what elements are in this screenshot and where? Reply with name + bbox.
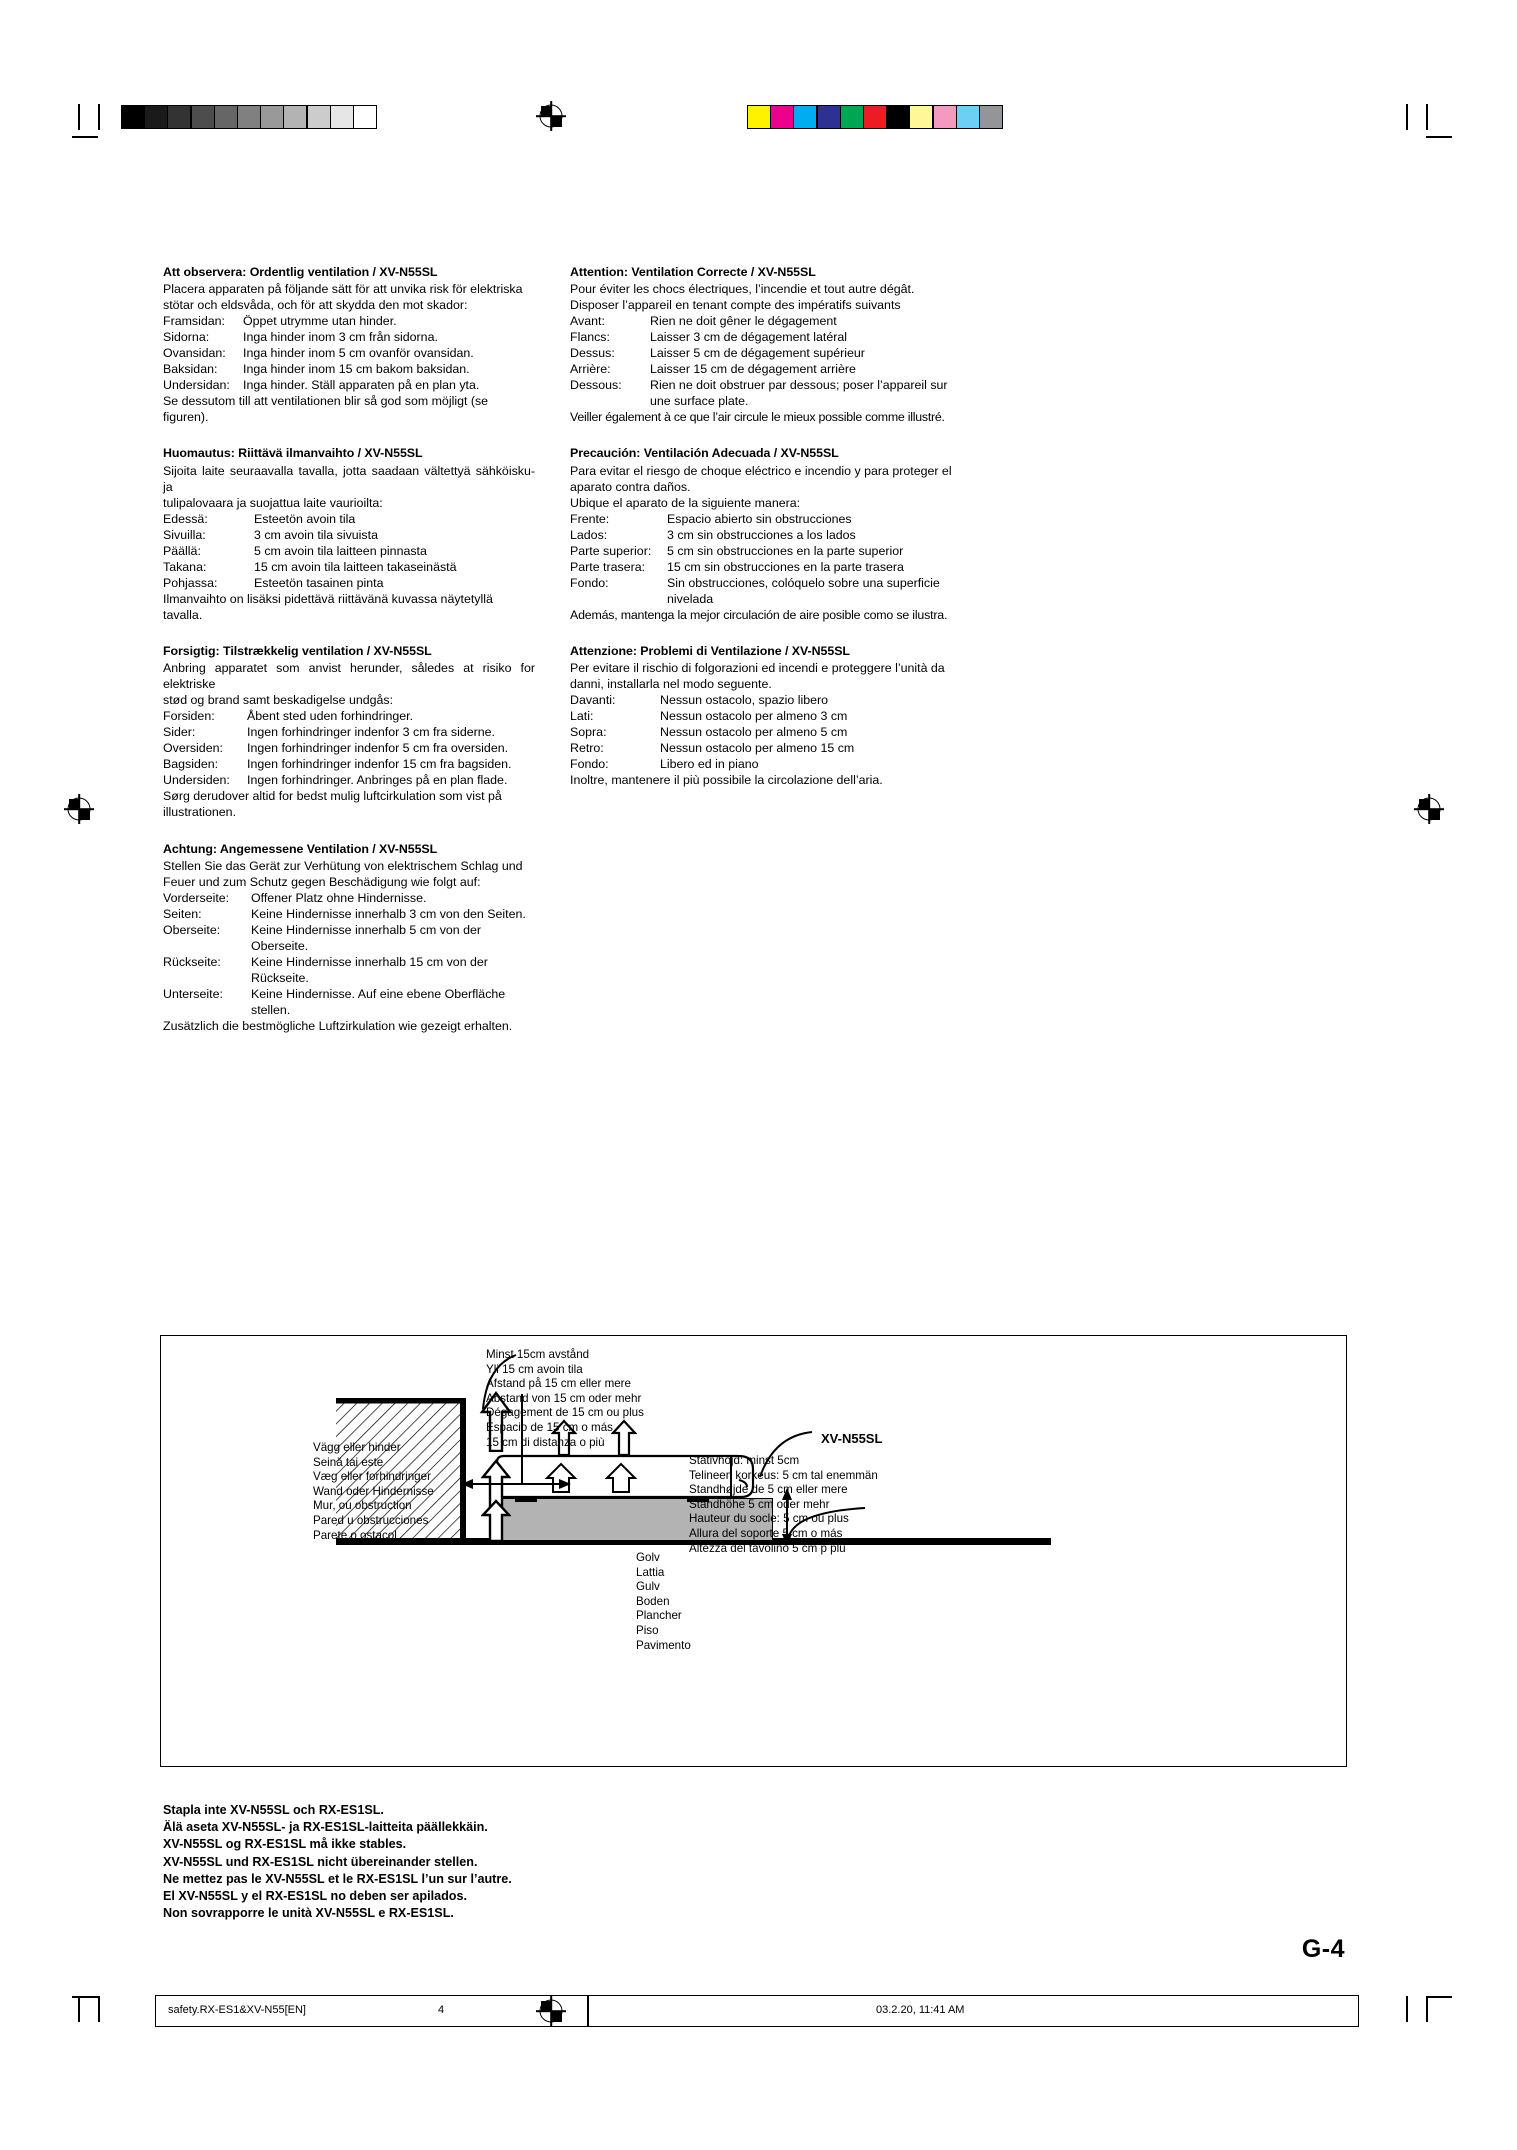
spec-label: Dessous: — [570, 378, 622, 393]
label-line: Plancher — [636, 1609, 682, 1623]
spec-label: Retro: — [570, 741, 604, 756]
spec-row — [163, 329, 535, 345]
spec-value: Keine Hindernisse innerhalb 5 cm von der Oberseite. — [251, 922, 482, 953]
section-intro-line: stötar och eldsvåda, och för att skydda den mot skador: — [163, 298, 468, 313]
spec-row — [163, 954, 535, 986]
spec-label: Bagsiden: — [163, 757, 219, 772]
spec-label: Flancs: — [570, 330, 610, 345]
calibration-swatch — [283, 105, 307, 129]
spec-row — [163, 740, 535, 756]
label-line: Dégagement de 15 cm ou plus — [486, 1406, 644, 1420]
warning-line: Ne mettez pas le XV-N55SL et le RX-ES1SL l’un sur l’autre. — [163, 1871, 512, 1886]
warning-line: Non sovrapporre le unità XV-N55SL e RX-ES1SL. — [163, 1906, 454, 1921]
spec-row — [570, 527, 954, 543]
spec-label: Fondo: — [570, 575, 609, 590]
label-wall — [313, 1441, 434, 1543]
spec-row — [163, 890, 535, 906]
section-heading: Precaución: Ventilación Adecuada / XV-N55SL — [570, 446, 839, 461]
spec-row — [163, 906, 535, 922]
label-line: Væg eller forhindringer — [313, 1470, 431, 1484]
section-intro-line: aparato contra daños. — [570, 479, 691, 494]
section-intro-line: Stellen Sie das Gerät zur Verhütung von elektrischem Schlag und — [163, 858, 523, 873]
warning-line: Älä aseta XV-N55SL- ja RX-ES1SL-laitteita päällekkäin. — [163, 1820, 488, 1835]
section-german — [163, 841, 535, 1035]
section-intro-line: Sijoita laite seuraavalla tavalla, jotta saadaan vältettyä sähköisku- ja — [163, 463, 535, 494]
warning-line: XV-N55SL und RX-ES1SL nicht übereinander stellen. — [163, 1854, 478, 1869]
label-line: Standhöhe 5 cm oder mehr — [689, 1497, 830, 1511]
spec-label: Frente: — [570, 511, 610, 526]
spec-value: Laisser 5 cm de dégagement supérieur — [650, 346, 865, 361]
label-line: Pared u obstrucciones — [313, 1513, 429, 1527]
section-intro-line: Disposer l’appareil en tenant compte des impératifs suivants — [570, 298, 901, 313]
spec-row — [570, 575, 954, 591]
section-heading: Achtung: Angemessene Ventilation / XV-N55SL — [163, 841, 438, 856]
spec-value: Inga hinder inom 3 cm från sidorna. — [243, 330, 438, 345]
label-line: Mur, ou obstruction — [313, 1499, 412, 1513]
calibration-swatch — [237, 105, 261, 129]
rear-clearance-arrow — [461, 1476, 571, 1492]
airflow-arrow-lower — [481, 1498, 511, 1542]
spec-value: Keine Hindernisse. Auf eine ebene Oberfläche stellen. — [251, 986, 506, 1017]
calibration-swatch — [886, 105, 910, 129]
spec-row — [570, 724, 954, 740]
print-footer — [0, 1995, 1517, 2029]
section-intro-line: stød og brand samt beskadigelse undgås: — [163, 693, 394, 708]
label-line: Espacio de 15 cm o más — [486, 1420, 613, 1434]
spec-row — [163, 724, 535, 740]
spec-value: Nessun ostacolo per almeno 15 cm — [660, 741, 855, 756]
spec-row — [163, 986, 535, 1018]
spec-row-continuation — [570, 393, 954, 409]
section-finnish — [163, 445, 535, 623]
right-text-column — [570, 264, 954, 788]
spec-label: Dessus: — [570, 346, 615, 361]
spec-value: Åbent sted uden forhindringer. — [247, 709, 414, 724]
spec-row — [163, 313, 535, 329]
footer-box-right — [587, 1995, 1359, 2027]
section-outro-line: Inoltre, mantenere il più possibile la circolazione dell’aria. — [570, 773, 883, 788]
spec-row — [163, 345, 535, 361]
calibration-swatch — [933, 105, 957, 129]
stacking-warning-list — [163, 1802, 512, 1922]
calibration-swatch — [330, 105, 354, 129]
calibration-swatch — [840, 105, 864, 129]
spec-value: Öppet utrymme utan hinder. — [243, 314, 397, 329]
footer-timestamp: 03.2.20, 11:41 AM — [876, 2004, 965, 2016]
spec-row — [570, 345, 954, 361]
calibration-swatch — [747, 105, 771, 129]
section-intro-line: Ubique el aparato de la siguiente manera: — [570, 495, 801, 510]
crop-mark-top-right — [1398, 104, 1444, 144]
spec-label: Oberseite: — [163, 922, 221, 937]
section-intro-line: Per evitare il rischio di folgorazioni ed incendi e proteggere l’unità da — [570, 661, 945, 676]
label-line: Afstand på 15 cm eller mere — [486, 1377, 631, 1391]
grayscale-calibration-bar — [121, 105, 376, 129]
spec-value: Ingen forhindringer indenfor 3 cm fra siderne. — [247, 725, 495, 740]
label-line: Stativhöjd: minst 5cm — [689, 1454, 800, 1467]
spec-value: Nessun ostacolo per almeno 5 cm — [660, 725, 848, 740]
section-intro-line: Para evitar el riesgo de choque eléctrico e incendio y para proteger el — [570, 463, 952, 478]
calibration-swatch — [817, 105, 841, 129]
spec-label: Päällä: — [163, 543, 201, 558]
label-line: Telineen korkeus: 5 cm tal enemmän — [689, 1468, 878, 1482]
spec-row — [570, 361, 954, 377]
calibration-swatch — [353, 105, 377, 129]
spec-value: Sin obstrucciones, colóquelo sobre una superficie — [667, 575, 940, 590]
section-outro-line: Se dessutom till att ventilationen blir så god som möjligt (se figuren). — [163, 394, 489, 425]
calibration-swatch — [307, 105, 331, 129]
warning-line: Stapla inte XV-N55SL och RX-ES1SL. — [163, 1803, 384, 1817]
footer-filename: safety.RX-ES1&XV-N55[EN] — [168, 2004, 306, 2016]
spec-value-continued: une surface plate. — [650, 394, 749, 409]
calibration-swatch — [909, 105, 933, 129]
spec-row — [163, 377, 535, 393]
spec-value: 5 cm sin obstrucciones en la parte superior — [667, 543, 904, 558]
spec-label: Framsidan: — [163, 314, 225, 329]
section-heading: Forsigtig: Tilstrækkelig ventilation / XV-N55SL — [163, 643, 432, 658]
left-text-column — [163, 264, 535, 1034]
spec-label: Avant: — [570, 314, 605, 329]
spec-row — [570, 756, 954, 772]
installation-diagram — [160, 1335, 1347, 1767]
spec-value: Nessun ostacolo per almeno 3 cm — [660, 709, 848, 724]
registration-mark-right — [1414, 794, 1444, 824]
section-heading: Att observera: Ordentlig ventilation / XV-N55SL — [163, 265, 438, 279]
calibration-swatch — [121, 105, 145, 129]
spec-row — [570, 313, 954, 329]
spec-row — [163, 922, 535, 954]
label-line: Seinä tai este — [313, 1455, 384, 1469]
spec-row — [163, 559, 535, 575]
spec-row — [163, 575, 535, 591]
registration-mark-left — [64, 794, 94, 824]
label-line: 15 cm di distanza o più — [486, 1435, 605, 1449]
label-floor — [636, 1551, 691, 1653]
registration-mark-top — [536, 101, 566, 131]
spec-row — [570, 692, 954, 708]
spec-row — [163, 511, 535, 527]
spec-label: Rückseite: — [163, 954, 221, 969]
section-intro-line: Feuer und zum Schutz gegen Beschädigung wie folgt auf: — [163, 874, 481, 889]
section-intro-line: danni, installarla nel modo seguente. — [570, 677, 772, 692]
spec-value: Laisser 15 cm de dégagement arrière — [650, 362, 856, 377]
spec-label: Fondo: — [570, 757, 609, 772]
spec-label: Arrière: — [570, 362, 611, 377]
spec-row — [570, 511, 954, 527]
spec-row — [570, 708, 954, 724]
color-calibration-bar — [747, 105, 1002, 129]
spec-value: Ingen forhindringer indenfor 15 cm fra bagsiden. — [247, 757, 512, 772]
spec-label: Seiten: — [163, 906, 202, 921]
section-outro-line: Sørg derudover altid for bedst mulig luftcirkulation som vist på — [163, 789, 502, 804]
label-line: Vägg eller hinder — [313, 1441, 401, 1454]
spec-row — [570, 740, 954, 756]
label-line: Boden — [636, 1594, 670, 1608]
spec-value: Inga hinder. Ställ apparaten på en plan yta. — [243, 378, 480, 393]
section-french — [570, 264, 954, 425]
spec-value: 5 cm avoin tila laitteen pinnasta — [254, 543, 427, 558]
label-line: Hauteur du socle: 5 cm ou plus — [689, 1512, 849, 1526]
label-line: Parete o ostacol — [313, 1528, 397, 1542]
calibration-swatch — [144, 105, 168, 129]
spec-label: Forsiden: — [163, 709, 215, 724]
spec-label: Unterseite: — [163, 986, 223, 1001]
calibration-swatch — [793, 105, 817, 129]
label-line: Pavimento — [636, 1638, 691, 1652]
spec-value: Keine Hindernisse innerhalb 15 cm von der Rückseite. — [251, 954, 488, 985]
spec-label: Sider: — [163, 725, 196, 740]
spec-row — [570, 543, 954, 559]
spec-label: Baksidan: — [163, 362, 218, 377]
section-swedish — [163, 264, 535, 425]
spec-value: Ingen forhindringer indenfor 5 cm fra oversiden. — [247, 741, 509, 756]
spec-value-continued: nivelada — [667, 591, 714, 606]
label-line: Yli 15 cm avoin tila — [486, 1362, 583, 1376]
spec-value: Esteetön avoin tila — [254, 511, 356, 526]
label-line: Allura del soporte 5 cm o más — [689, 1526, 843, 1540]
calibration-swatch — [191, 105, 215, 129]
label-line: Lattia — [636, 1565, 665, 1579]
spec-label: Lati: — [570, 709, 594, 724]
spec-label: Parte superior: — [570, 543, 652, 558]
warning-line: El XV-N55SL y el RX-ES1SL no deben ser apilados. — [163, 1889, 467, 1904]
spec-value: 3 cm sin obstrucciones a los lados — [667, 527, 856, 542]
section-intro-line: tulipalovaara ja suojattua laite vaurioilta: — [163, 495, 383, 510]
spec-row-continuation — [570, 591, 954, 607]
section-outro-line: Ilmanvaihto on lisäksi pidettävä riittävänä kuvassa näytetyllä tavalla. — [163, 591, 493, 622]
spec-value: Espacio abierto sin obstrucciones — [667, 511, 852, 526]
spec-value: Inga hinder inom 15 cm bakom baksidan. — [243, 362, 470, 377]
spec-label: Sivuilla: — [163, 527, 206, 542]
spec-value: Nessun ostacolo, spazio libero — [660, 693, 829, 708]
section-outro-line: illustrationen. — [163, 805, 237, 820]
spec-value: 15 cm avoin tila laitteen takaseinästä — [254, 559, 457, 574]
section-spanish — [570, 445, 954, 623]
spec-label: Takana: — [163, 559, 207, 574]
label-line: Wand oder Hindernisse — [313, 1484, 434, 1498]
spec-row — [163, 527, 535, 543]
label-line: Piso — [636, 1623, 659, 1637]
calibration-swatch — [260, 105, 284, 129]
spec-label: Ovansidan: — [163, 346, 226, 361]
spec-label: Oversiden: — [163, 741, 223, 756]
section-intro-line: Anbring apparatet som anvist herunder, således at risiko for elektriske — [163, 661, 535, 692]
section-outro-line: Veiller également à ce que l’air circule le mieux possible comme illustré. — [570, 410, 945, 425]
spec-row — [163, 361, 535, 377]
label-stand-height — [689, 1454, 878, 1556]
spec-row — [163, 543, 535, 559]
spec-value: Inga hinder inom 5 cm ovanför ovansidan. — [243, 346, 474, 361]
crop-mark-top-left — [72, 104, 112, 144]
spec-value: 3 cm avoin tila sivuista — [254, 527, 378, 542]
spec-value: Ingen forhindringer. Anbringes på en plan flade. — [247, 773, 508, 788]
calibration-swatch — [863, 105, 887, 129]
spec-label: Vorderseite: — [163, 890, 230, 905]
spec-value: Rien ne doit obstruer par dessous; poser l’appareil sur — [650, 378, 948, 393]
warning-line: XV-N55SL og RX-ES1SL må ikke stables. — [163, 1837, 407, 1852]
spec-value: Rien ne doit gêner le dégagement — [650, 314, 837, 329]
spec-value: Laisser 3 cm de dégagement latéral — [650, 330, 847, 345]
section-intro-line: Placera apparaten på följande sätt för att unvika risk för elektriska — [163, 282, 523, 297]
spec-value: Keine Hindernisse innerhalb 3 cm von den Seiten. — [251, 906, 526, 921]
spec-value: Offener Platz ohne Hindernisse. — [251, 890, 427, 905]
section-outro-line: Zusätzlich die bestmögliche Luftzirkulation wie gezeigt erhalten. — [163, 1019, 513, 1034]
section-danish — [163, 643, 535, 821]
label-model-name: XV-N55SL — [821, 1431, 883, 1446]
spec-label: Parte trasera: — [570, 559, 646, 574]
spec-value: Esteetön tasainen pinta — [254, 575, 384, 590]
spec-row — [163, 756, 535, 772]
label-line: Golv — [636, 1551, 660, 1564]
label-line: Altezza del tavolino 5 cm p plù — [689, 1541, 846, 1555]
section-outro-line: Además, mantenga la mejor circulación de aire posible como se ilustra. — [570, 607, 948, 622]
label-line: Abstand von 15 cm oder mehr — [486, 1391, 642, 1405]
spec-row — [163, 772, 535, 788]
spec-label: Undersiden: — [163, 773, 230, 788]
calibration-swatch — [956, 105, 980, 129]
spec-row — [570, 329, 954, 345]
calibration-swatch — [770, 105, 794, 129]
spec-label: Davanti: — [570, 693, 616, 708]
section-heading: Attenzione: Problemi di Ventilazione / XV-N55SL — [570, 643, 850, 658]
label-line: Standhøjde de 5 cm eller mere — [689, 1483, 848, 1497]
spec-label: Sidorna: — [163, 330, 210, 345]
spec-label: Sopra: — [570, 725, 607, 740]
section-heading: Attention: Ventilation Correcte / XV-N55SL — [570, 265, 816, 279]
spec-label: Lados: — [570, 527, 608, 542]
page-number: G-4 — [1301, 1935, 1345, 1963]
spec-row — [570, 559, 954, 575]
calibration-swatch — [214, 105, 238, 129]
spec-value: 15 cm sin obstrucciones en la parte trasera — [667, 559, 904, 574]
footer-page: 4 — [438, 2004, 445, 2016]
spec-label: Undersidan: — [163, 378, 230, 393]
calibration-swatch — [167, 105, 191, 129]
section-intro-line: Pour éviter les chocs électriques, l’incendie et tout autre dégât. — [570, 282, 915, 297]
section-italian — [570, 643, 954, 788]
section-heading: Huomautus: Riittävä ilmanvaihto / XV-N55SL — [163, 446, 423, 461]
spec-row — [163, 708, 535, 724]
spec-value: Libero ed in piano — [660, 757, 759, 772]
label-line: Gulv — [636, 1580, 660, 1594]
spec-label: Pohjassa: — [163, 575, 218, 590]
label-line: Minst 15cm avstånd — [486, 1348, 590, 1361]
spec-row — [570, 377, 954, 393]
label-top-clearance — [486, 1348, 644, 1450]
spec-label: Edessä: — [163, 511, 208, 526]
calibration-swatch — [979, 105, 1003, 129]
